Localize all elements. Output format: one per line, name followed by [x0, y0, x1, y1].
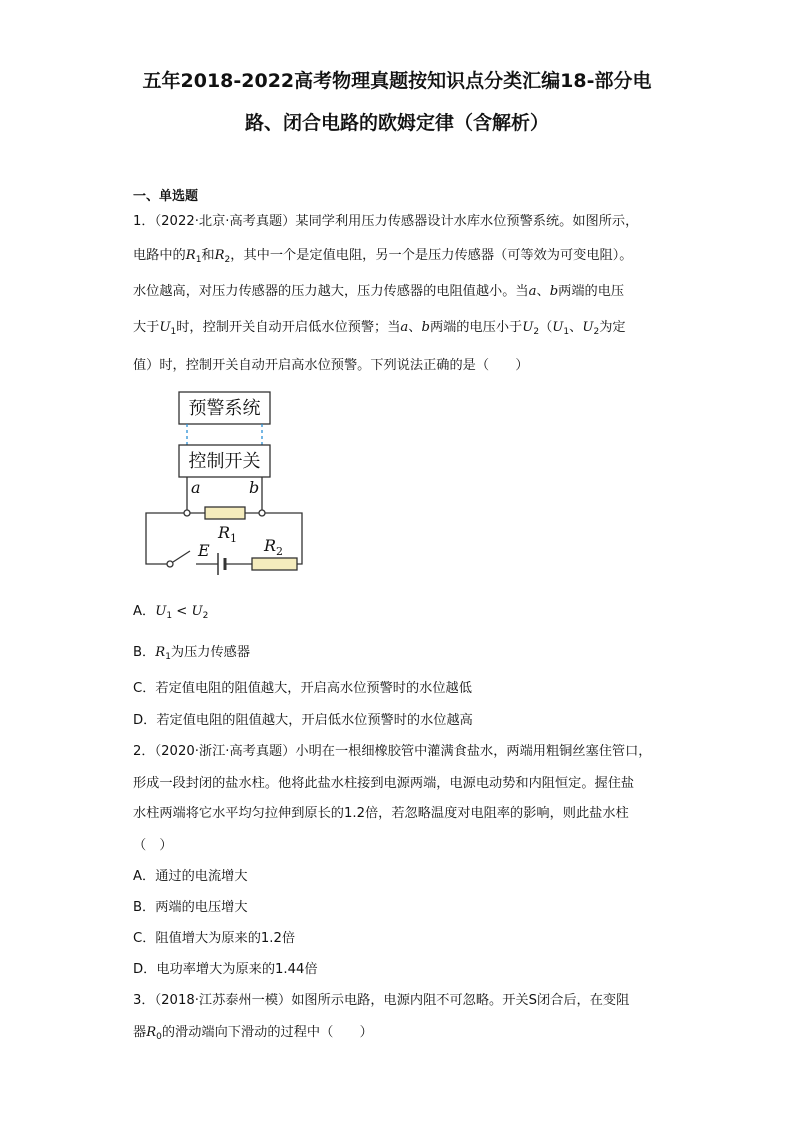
q1-line2: 电路中的$R_1$和$R_2$，其中一个是定值电阻，另一个是压力传感器（可等效为可变电阻）。	[133, 248, 633, 265]
circuit-diagram	[140, 385, 310, 580]
q2-option-a: A．通过的电流增大	[133, 869, 248, 884]
q1-line5: 值）时，控制开关自动开启高水位预警。下列说法正确的是（ ）	[133, 358, 529, 373]
r2-symbol: R	[214, 248, 225, 263]
q3-line2: 器$R_0$的滑动端向下滑动的过程中（ ）	[133, 1025, 373, 1042]
q2-option-d: D．电功率增大为原来的1.44倍	[133, 962, 318, 977]
control-switch-label: 控制开关	[188, 451, 261, 472]
q2-line1: 2．（2020·浙江·高考真题）小明在一根细橡胶管中灌满食盐水，两端用粗铜丝塞住管口，	[133, 744, 652, 759]
q1-line4: 大于$U_1$时，控制开关自动开启低水位预警；当a、b两端的电压小于$U_2(U_1$、$U_2$为定	[133, 320, 626, 337]
warning-system-label: 预警系统	[188, 398, 261, 419]
label-r1: $R_1$	[218, 523, 238, 545]
r1-symbol: R	[185, 248, 196, 263]
node-b	[259, 510, 265, 516]
document-title-line2: 路、闭合电路的欧姆定律（含解析）	[244, 112, 549, 134]
resistor-r2	[252, 558, 297, 570]
q2-line4: （ ）	[133, 838, 173, 853]
q1-line1: 1．（2022·北京·高考真题）某同学利用压力传感器设计水库水位预警系统。如图所示，	[133, 214, 639, 229]
node-a	[184, 510, 190, 516]
document-title-line1: 五年2018-2022高考物理真题按知识点分类汇编18-部分电	[142, 70, 652, 92]
label-r2: $R_2$	[264, 536, 284, 558]
q2-option-b: B．两端的电压增大	[133, 900, 248, 915]
q1-option-c: C．若定值电阻的阻值越大，开启高水位预警时的水位越低	[133, 681, 472, 696]
q2-line3: 水柱两端将它水平均匀拉伸到原长的1.2倍，若忽略温度对电阻率的影响，则此盐水柱	[133, 806, 629, 821]
q1-option-d: D．若定值电阻的阻值越大，开启低水位预警时的水位越高	[133, 713, 473, 728]
section-heading: 一、单选题	[133, 189, 199, 204]
q3-line1: 3．（2018·江苏泰州一模）如图所示电路，电源内阻不可忽略。开关S闭合后，在变阻	[133, 993, 630, 1008]
label-e: E	[198, 541, 210, 560]
label-a: a	[191, 478, 201, 497]
q1-option-b: B．$R_1$为压力传感器	[133, 645, 251, 662]
q2-line2: 形成一段封闭的盐水柱。他将此盐水柱接到电源两端，电源电动势和内阻恒定。握住盐	[133, 776, 635, 791]
q1-option-a: A．$U_1 < U_2$	[133, 604, 209, 621]
resistor-r1	[205, 507, 245, 519]
switch-pivot	[167, 561, 173, 567]
q1-line3: 水位越高，对压力传感器的压力越大，压力传感器的电阻值越小。当a、b两端的电压	[133, 284, 625, 299]
label-b: b	[249, 478, 260, 497]
switch-blade	[173, 551, 190, 562]
q2-option-c: C．阻值增大为原来的1.2倍	[133, 931, 296, 946]
